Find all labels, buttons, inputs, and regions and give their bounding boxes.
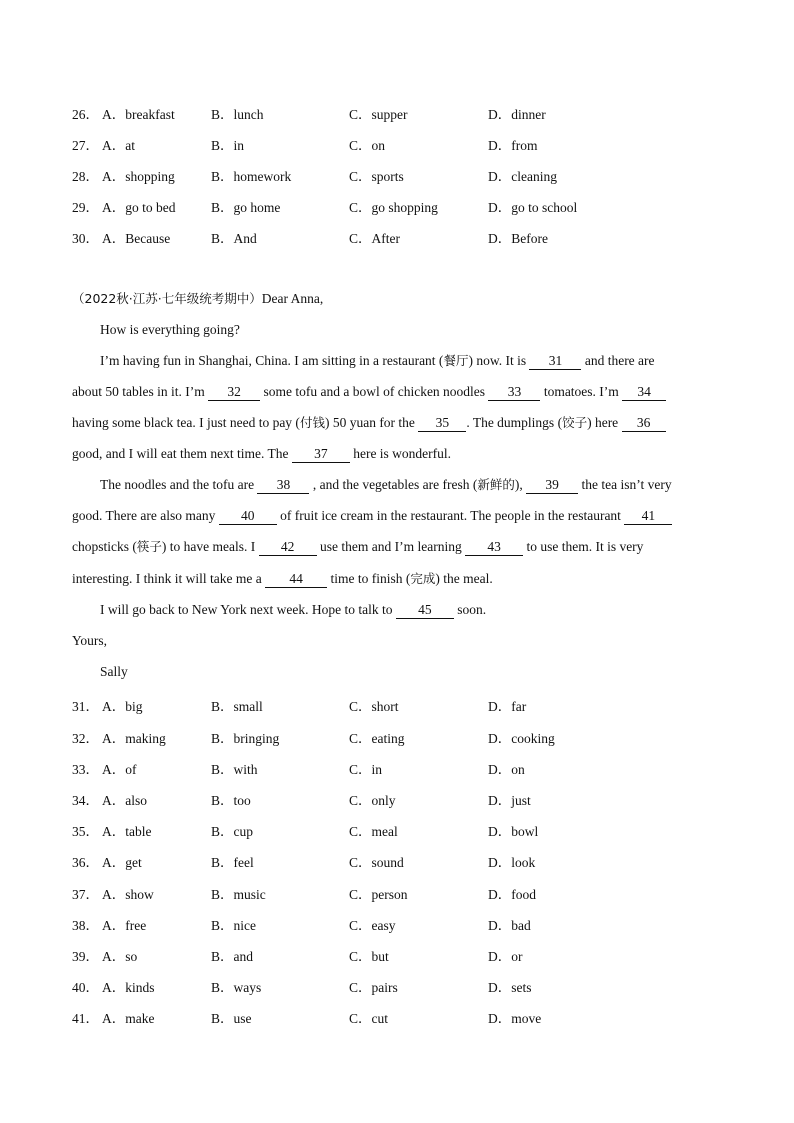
text: of fruit ice cream in the restaurant. The people in the restaurant	[276, 508, 625, 523]
blank-41: 41	[624, 508, 672, 525]
option-c: C．but	[349, 949, 389, 964]
text: 付钱	[299, 415, 325, 430]
option-a: A．at	[102, 138, 135, 153]
question-number: 34．	[72, 793, 99, 808]
question-row	[72, 727, 732, 747]
text: time to finish (	[327, 571, 411, 586]
text: use them and I’m learning	[316, 539, 466, 554]
option-c: C．short	[349, 699, 399, 714]
blank-38: 38	[257, 477, 309, 494]
passage-line	[100, 475, 750, 495]
blank-35: 35	[418, 415, 466, 432]
option-c: C．meal	[349, 824, 398, 839]
blank-43: 43	[465, 539, 523, 556]
text: , and the vegetables are fresh (	[309, 477, 478, 492]
question-number: 41．	[72, 1011, 99, 1026]
option-a: A．so	[102, 949, 138, 964]
option-b: B．ways	[211, 980, 262, 995]
option-c: C．pairs	[349, 980, 398, 995]
text: 饺子	[562, 415, 588, 430]
text: the tea isn’t very	[578, 477, 672, 492]
question-number: 32．	[72, 731, 99, 746]
question-row	[72, 758, 732, 778]
option-c: C．go shopping	[349, 200, 438, 215]
closing	[72, 631, 722, 651]
option-a: A．show	[102, 887, 154, 902]
text: good, and I will eat them next time. The	[72, 446, 292, 461]
option-c: C．easy	[349, 918, 396, 933]
question-number: 37．	[72, 887, 99, 902]
option-b: B．too	[211, 793, 251, 808]
option-a: A．of	[102, 762, 137, 777]
option-b: B．with	[211, 762, 258, 777]
question-number: 39．	[72, 949, 99, 964]
option-b: B．feel	[211, 855, 254, 870]
option-a: A．get	[102, 855, 142, 870]
text: good. There are also many	[72, 508, 219, 523]
question-row	[72, 227, 732, 247]
option-b: B．bringing	[211, 731, 280, 746]
text: 餐厅	[443, 353, 469, 368]
text: I will go back to New York next week. Hope to talk to	[100, 602, 396, 617]
passage-header	[72, 289, 722, 309]
question-number: 36．	[72, 855, 99, 870]
question-row	[72, 945, 732, 965]
question-number: 38．	[72, 918, 99, 933]
text: ) now. It is	[468, 353, 530, 368]
blank-36: 36	[622, 415, 666, 432]
passage-line	[100, 320, 750, 340]
option-b: B．in	[211, 138, 245, 153]
text: ) the meal.	[435, 571, 493, 586]
text: The noodles and the tofu are	[100, 477, 258, 492]
option-b: B．go home	[211, 200, 281, 215]
text: interesting. I think it will take me a	[72, 571, 266, 586]
option-a: A．breakfast	[102, 107, 175, 122]
option-d: D．on	[488, 762, 525, 777]
blank-31: 31	[529, 353, 581, 370]
question-number: 40．	[72, 980, 99, 995]
text: tomatoes. I’m	[540, 384, 623, 399]
option-d: D．dinner	[488, 107, 546, 122]
option-d: D．or	[488, 949, 523, 964]
option-b: B．small	[211, 699, 263, 714]
question-row	[72, 851, 732, 871]
passage-line	[100, 351, 750, 371]
blank-45: 45	[396, 602, 454, 619]
greeting: Dear Anna,	[261, 291, 324, 306]
question-row	[72, 196, 732, 216]
option-b: B．And	[211, 231, 257, 246]
text: 新鲜的	[477, 477, 515, 492]
question-row	[72, 695, 732, 715]
text: . The dumplings (	[466, 415, 563, 430]
passage-line	[72, 413, 722, 433]
text: ) to have meals. I	[161, 539, 259, 554]
option-d: D．Before	[488, 231, 548, 246]
text: Sally	[100, 664, 128, 679]
option-c: C．eating	[349, 731, 405, 746]
option-c: C．in	[349, 762, 383, 777]
option-d: D．bowl	[488, 824, 539, 839]
option-a: A．go to bed	[102, 200, 176, 215]
blank-32: 32	[208, 384, 260, 401]
option-c: C．cut	[349, 1011, 388, 1026]
text: Yours,	[72, 633, 108, 648]
blank-37: 37	[292, 446, 350, 463]
option-d: D．just	[488, 793, 531, 808]
option-b: B．and	[211, 949, 253, 964]
option-d: D．from	[488, 138, 538, 153]
option-a: A．Because	[102, 231, 171, 246]
option-d: D．move	[488, 1011, 542, 1026]
question-number: 33．	[72, 762, 99, 777]
text: ),	[514, 477, 527, 492]
question-number: 31．	[72, 699, 99, 714]
question-row	[72, 914, 732, 934]
option-a: A．table	[102, 824, 152, 839]
blank-39: 39	[526, 477, 578, 494]
option-a: A．free	[102, 918, 147, 933]
text: I’m having fun in Shanghai, China. I am sitting in a restaurant (	[100, 353, 444, 368]
signature	[100, 662, 750, 682]
option-a: A．also	[102, 793, 147, 808]
text: ) here	[587, 415, 622, 430]
text: having some black tea. I just need to pay (	[72, 415, 300, 430]
option-d: D．look	[488, 855, 536, 870]
question-number: 26．	[72, 107, 99, 122]
blank-40: 40	[219, 508, 277, 525]
option-c: C．only	[349, 793, 396, 808]
option-a: A．shopping	[102, 169, 175, 184]
option-c: C．sports	[349, 169, 404, 184]
blank-33: 33	[488, 384, 540, 401]
question-row	[72, 976, 732, 996]
option-d: D．cooking	[488, 731, 555, 746]
text: some tofu and a bowl of chicken noodles	[260, 384, 489, 399]
question-row	[72, 1007, 732, 1027]
text: 完成	[410, 571, 436, 586]
option-b: B．nice	[211, 918, 256, 933]
blank-42: 42	[259, 539, 317, 556]
text: soon.	[453, 602, 487, 617]
option-b: B．cup	[211, 824, 253, 839]
option-d: D．food	[488, 887, 536, 902]
text: here is wonderful.	[349, 446, 452, 461]
passage-line	[72, 382, 722, 402]
option-d: D．far	[488, 699, 527, 714]
text: How is everything going?	[100, 322, 240, 337]
question-number: 29．	[72, 200, 99, 215]
option-b: B．lunch	[211, 107, 264, 122]
blank-34: 34	[622, 384, 666, 401]
option-b: B．homework	[211, 169, 292, 184]
option-c: C．person	[349, 887, 408, 902]
option-b: B．music	[211, 887, 266, 902]
passage-source: （2022秋·江苏·七年级统考期中）	[72, 291, 262, 306]
option-d: D．go to school	[488, 200, 578, 215]
text: chopsticks (	[72, 539, 137, 554]
option-a: A．making	[102, 731, 166, 746]
blank-44: 44	[265, 571, 327, 588]
passage-line	[72, 537, 722, 557]
question-number: 30．	[72, 231, 99, 246]
text: and there are	[581, 353, 655, 368]
option-d: D．cleaning	[488, 169, 557, 184]
passage-line	[72, 444, 722, 464]
question-number: 28．	[72, 169, 99, 184]
option-a: A．make	[102, 1011, 155, 1026]
question-row	[72, 103, 732, 123]
question-row	[72, 134, 732, 154]
option-c: C．on	[349, 138, 386, 153]
option-c: C．supper	[349, 107, 408, 122]
option-a: A．big	[102, 699, 143, 714]
passage-line	[72, 506, 722, 526]
option-b: B．use	[211, 1011, 252, 1026]
text: ) 50 yuan for the	[324, 415, 419, 430]
question-row	[72, 883, 732, 903]
question-number: 27．	[72, 138, 99, 153]
text: 筷子	[136, 539, 162, 554]
option-d: D．bad	[488, 918, 531, 933]
option-a: A．kinds	[102, 980, 155, 995]
option-d: D．sets	[488, 980, 532, 995]
text: about 50 tables in it. I’m	[72, 384, 209, 399]
passage-line	[72, 569, 722, 589]
text: to use them. It is very	[523, 539, 644, 554]
question-row	[72, 789, 732, 809]
question-number: 35．	[72, 824, 99, 839]
option-c: C．sound	[349, 855, 404, 870]
question-row	[72, 820, 732, 840]
passage-line	[100, 600, 750, 620]
option-c: C．After	[349, 231, 400, 246]
question-row	[72, 165, 732, 185]
